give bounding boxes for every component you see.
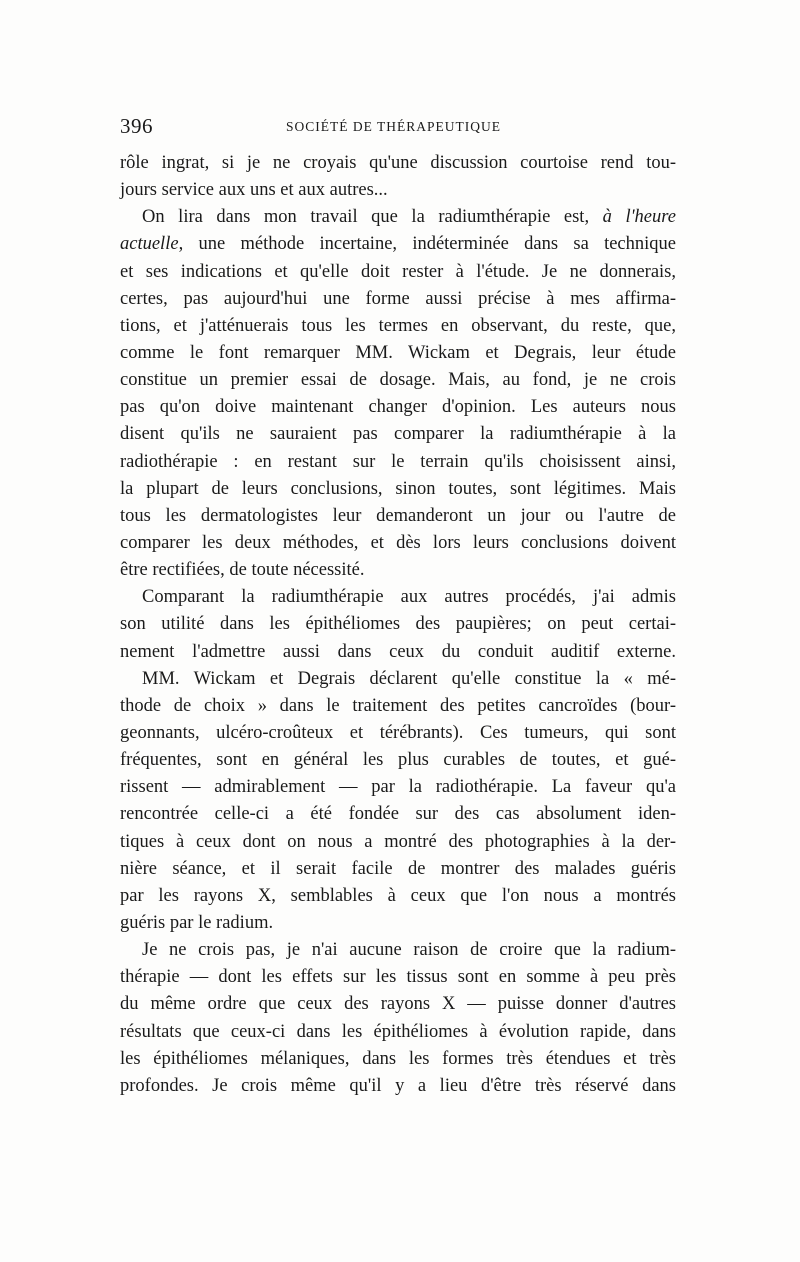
text-line [120,231,676,258]
italic-segment: à l'heure [602,207,676,228]
text-line: guéris par le radium. [120,912,274,933]
text-line: tiques à ceux dont on nous a montré des photographies à la der- [120,831,676,852]
text-line: Comparant la radiumthérapie aux autres procédés, j'ai admis [142,587,676,608]
text-line: les épithéliomes mélaniques, dans les formes très étendues et très [120,1048,676,1069]
text-line: disent qu'ils ne sauraient pas comparer la radiumthérapie à la [120,424,676,445]
text-line: et ses indications et qu'elle doit rester à l'étude. Je ne donnerais, [120,261,676,282]
text-line: rôle ingrat, si je ne croyais qu'une discussion courtoise rend tou- [120,153,676,173]
text-line: thode de choix » dans le traitement des petites cancroïdes (bour- [120,695,676,716]
text-line: son utilité dans les épithéliomes des paupières; on peut certai- [120,614,676,635]
text-line: fréquentes, sont en général les plus curables de toutes, et gué- [120,750,676,771]
text-line: certes, pas aujourd'hui une forme aussi précise à mes affirma- [120,288,676,309]
text-line: nière séance, et il serait facile de montrer des malades guéris [120,858,676,879]
text-line: geonnants, ulcéro-croûteux et térébrants). Ces tumeurs, qui sont [120,722,676,743]
italic-segment: actuelle [120,234,179,255]
text-line: profondes. Je crois même qu'il y a lieu d'être très réservé dans [120,1075,676,1096]
text-line: Je ne crois pas, je n'ai aucune raison de croire que la radium- [142,940,676,961]
text-line: rissent — admirablement — par la radiothérapie. La faveur qu'a [120,777,676,798]
text-line: nement l'admettre aussi dans ceux du conduit auditif externe. [120,641,676,662]
text-line: par les rayons X, semblables à ceux que l'on nous a montrés [120,885,676,906]
text-segment: On lira dans mon travail que la radiumthérapie est, [142,207,603,228]
text-line: radiothérapie : en restant sur le terrain qu'ils choisissent ainsi, [120,451,676,472]
text-line: la plupart de leurs conclusions, sinon toutes, sont légitimes. Mais [120,478,676,499]
running-head: SOCIÉTÉ DE THÉRAPEUTIQUE [286,119,501,134]
text-line [120,204,676,231]
body-text [120,150,676,1100]
page-header [120,114,676,140]
text-line: être rectifiées, de toute nécessité. [120,560,365,581]
text-line: du même ordre que ceux des rayons X — puisse donner d'autres [120,994,676,1015]
text-line: jours service aux uns et aux autres... [120,180,388,201]
page-number: 396 [120,114,153,138]
text-line: comme le font remarquer MM. Wickam et Degrais, leur étude [120,342,676,363]
text-line: pas qu'on doive maintenant changer d'opinion. Les auteurs nous [120,397,676,418]
text-line: résultats que ceux-ci dans les épithéliomes à évolution rapide, dans [120,1021,676,1042]
text-line: thérapie — dont les effets sur les tissus sont en somme à peu près [120,967,676,988]
text-line: rencontrée celle-ci a été fondée sur des cas absolument iden- [120,804,676,825]
text-line: tions, et j'atténuerais tous les termes en observant, du reste, que, [120,315,676,336]
text-segment: , une méthode incertaine, indéterminée dans sa technique [178,234,676,255]
text-line: comparer les deux méthodes, et dès lors leurs conclusions doivent [120,532,676,553]
text-line: MM. Wickam et Degrais déclarent qu'elle constitue la « mé- [142,668,676,689]
text-line: tous les dermatologistes leur demanderont un jour ou l'autre de [120,505,676,526]
text-line: constitue un premier essai de dosage. Mais, au fond, je ne crois [120,370,676,391]
